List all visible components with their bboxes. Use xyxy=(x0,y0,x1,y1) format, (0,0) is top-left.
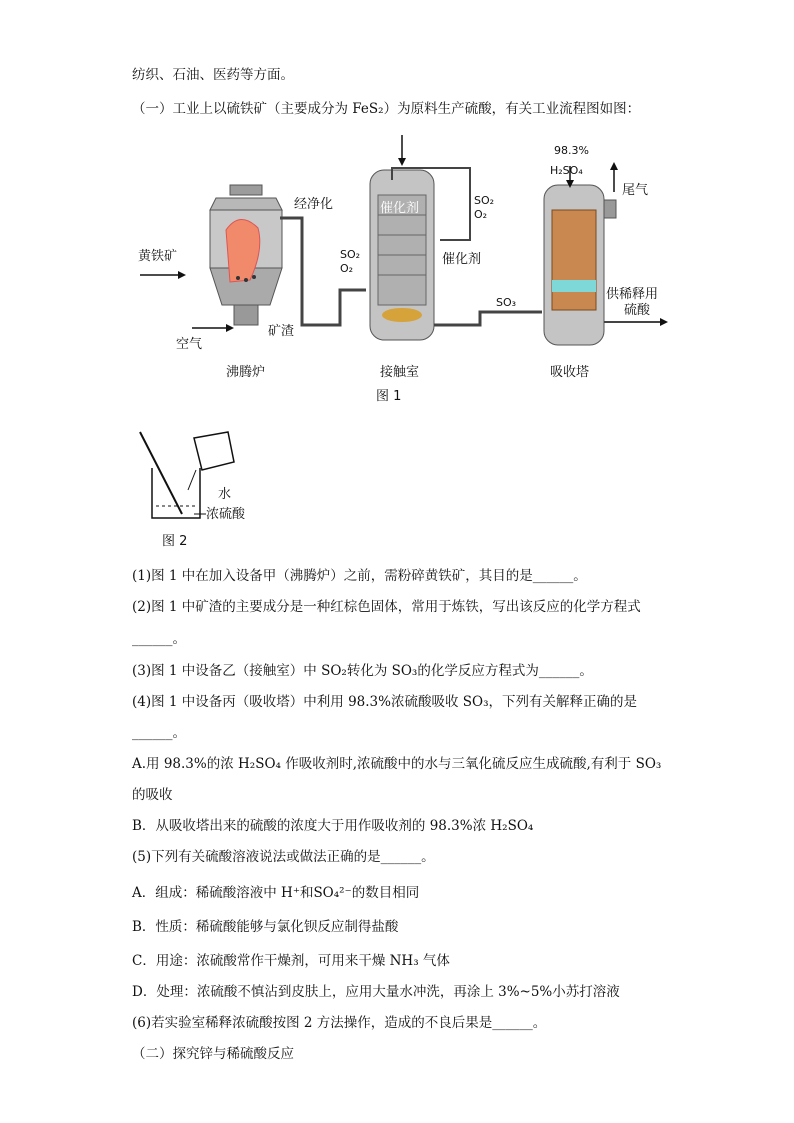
label-catalyst-top: 催化剂 xyxy=(380,201,420,216)
question-4a: (4)图 1 中设备丙（吸收塔）中利用 98.3%浓硫酸吸收 SO₃，下列有关解释正确的是 xyxy=(132,694,637,710)
label-supply-1: 供稀释用 xyxy=(606,287,659,302)
fig2-water: 水 xyxy=(218,487,232,502)
question-4-option-a-2: 的吸收 xyxy=(132,787,173,803)
label-catalyst-side: 催化剂 xyxy=(442,252,482,267)
figure-2-caption: 图 2 xyxy=(162,534,188,549)
label-h2so4: H₂SO₄ xyxy=(550,164,583,177)
label-conc: 98.3% xyxy=(554,144,589,157)
label-purify: 经净化 xyxy=(294,197,334,212)
label-o2-top: O₂ xyxy=(474,208,488,221)
label-supply-2: 硫酸 xyxy=(624,303,651,318)
section1-title: （一）工业上以硫铁矿（主要成分为 FeS₂）为原料生产硫酸，有关工业流程图如图： xyxy=(132,101,641,117)
label-so2-top: SO₂ xyxy=(474,194,495,207)
label-o2-inlet: O₂ xyxy=(340,262,354,275)
label-tail-gas: 尾气 xyxy=(622,183,649,198)
section2-title: （二）探究锌与稀硫酸反应 xyxy=(132,1046,294,1062)
question-2b: ______。 xyxy=(132,631,186,647)
fig2-conc-acid: 浓硫酸 xyxy=(206,507,246,522)
question-5-option-b: B．性质：稀硫酸能够与氯化钡反应制得盐酸 xyxy=(132,919,399,935)
boiling-furnace xyxy=(210,185,282,325)
figure-1-caption: 图 1 xyxy=(376,389,402,404)
label-slag: 矿渣 xyxy=(268,324,295,339)
label-furnace: 沸腾炉 xyxy=(226,365,266,380)
label-so2-inlet: SO₂ xyxy=(340,248,361,261)
figure-1-flow-diagram xyxy=(130,130,670,380)
label-contact: 接触室 xyxy=(380,365,420,380)
contact-chamber xyxy=(370,170,434,340)
question-5: (5)下列有关硫酸溶液说法或做法正确的是______。 xyxy=(132,849,435,865)
question-6: (6)若实验室稀释浓硫酸按图 2 方法操作，造成的不良后果是______。 xyxy=(132,1015,547,1031)
figure-2-dilution xyxy=(136,428,276,528)
label-air: 空气 xyxy=(176,337,203,352)
question-4b: ______。 xyxy=(132,725,186,741)
question-5-option-a: A．组成：稀硫酸溶液中 H⁺和SO₄²⁻的数目相同 xyxy=(132,885,420,901)
label-absorber: 吸收塔 xyxy=(550,365,590,380)
question-3: (3)图 1 中设备乙（接触室）中 SO₂转化为 SO₃的化学反应方程式为______。 xyxy=(132,663,593,679)
label-pyrite: 黄铁矿 xyxy=(138,249,178,264)
question-5-option-c: C．用途：浓硫酸常作干燥剂，可用来干燥 NH₃ 气体 xyxy=(132,953,450,969)
question-4-option-a-1: A.用 98.3%的浓 H₂SO₄ 作吸收剂时,浓硫酸中的水与三氧化硫反应生成硫酸,有利于 SO₃ xyxy=(132,756,662,772)
question-1: (1)图 1 中在加入设备甲（沸腾炉）之前，需粉碎黄铁矿，其目的是______。 xyxy=(132,568,587,584)
intro-tail: 纺织、石油、医药等方面。 xyxy=(132,67,294,83)
question-4-option-b: B．从吸收塔出来的硫酸的浓度大于用作吸收剂的 98.3%浓 H₂SO₄ xyxy=(132,818,534,834)
label-so3: SO₃ xyxy=(496,296,517,309)
question-5-option-d: D．处理：浓硫酸不慎沾到皮肤上，应用大量水冲洗，再涂上 3%~5%小苏打溶液 xyxy=(132,984,620,1000)
question-2a: (2)图 1 中矿渣的主要成分是一种红棕色固体，常用于炼铁，写出该反应的化学方程式 xyxy=(132,599,641,615)
